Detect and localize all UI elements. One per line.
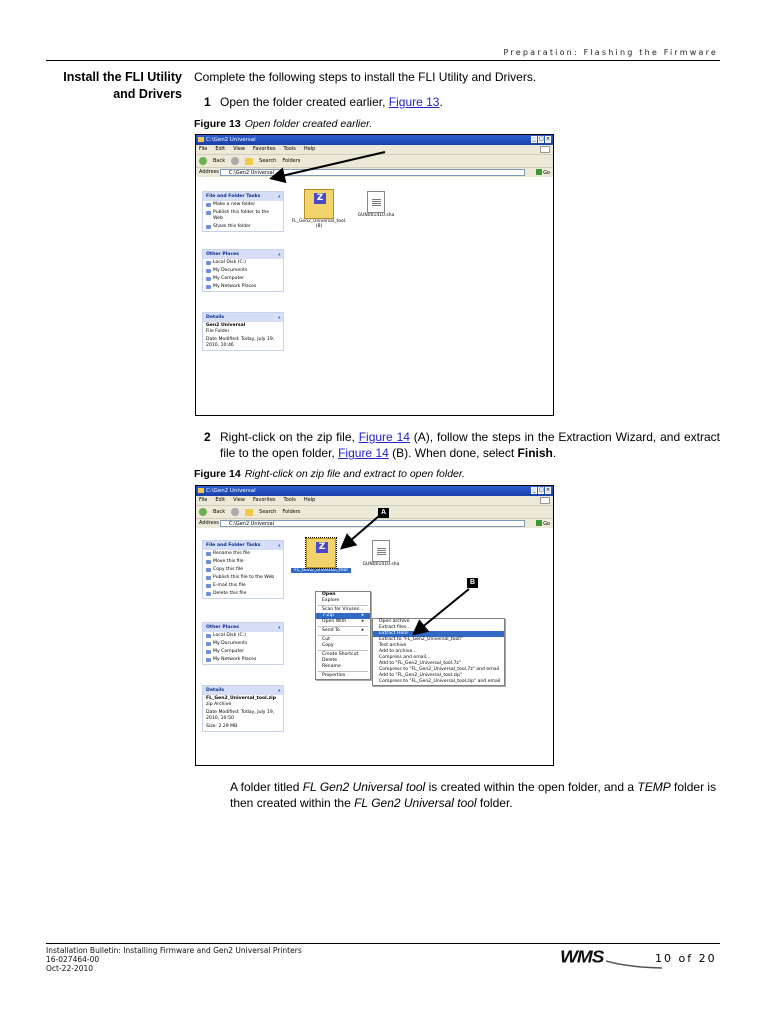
place-item[interactable]: My Network Places: [203, 656, 283, 664]
footer-doc-title: Installation Bulletin: Installing Firmware and Gen2 Universal Printers: [46, 946, 302, 955]
menu-file[interactable]: File: [199, 146, 208, 152]
figure-label: Figure 13: [194, 118, 241, 130]
pointer-arrow: [273, 152, 385, 178]
file-label: FL_Gen2_Universal_tool: [291, 568, 351, 573]
task-item[interactable]: E-mail this file: [203, 582, 283, 590]
search-button[interactable]: Search: [259, 509, 277, 515]
place-item[interactable]: My Documents: [203, 640, 283, 648]
figure-caption-text: Right-click on zip file and extract to open folder.: [244, 468, 465, 480]
running-header: Preparation: Flashing the Firmware: [503, 48, 718, 57]
ctx-7zip[interactable]: 7-Zip ▸: [316, 613, 370, 619]
file-label: GUN001410.sha: [357, 213, 395, 218]
place-item[interactable]: My Computer: [203, 275, 283, 283]
address-label: Address: [199, 520, 219, 526]
file-label: GUN001410.sha: [362, 562, 400, 567]
callout-b: B: [467, 578, 478, 588]
sub-compress-email[interactable]: Compress and email...: [379, 655, 431, 660]
maximize-icon[interactable]: □: [539, 487, 544, 493]
logo-swoosh-icon: [606, 955, 662, 969]
figure-label: Figure 14: [194, 468, 241, 480]
menu-view[interactable]: View: [233, 146, 245, 152]
callout-a: A: [378, 508, 389, 518]
menu-tools[interactable]: Tools: [283, 497, 296, 503]
details-title[interactable]: Details «: [203, 686, 283, 695]
close-icon[interactable]: ×: [546, 136, 551, 142]
footer-date: Oct-22-2010: [46, 964, 94, 973]
ctx-properties[interactable]: Properties: [322, 673, 346, 678]
figure-13-caption: [194, 118, 372, 130]
file-label: FL_Gen2_Universal_tool.(B): [291, 219, 347, 229]
menu-edit[interactable]: Edit: [215, 146, 226, 152]
task-item[interactable]: Make a new folder: [203, 201, 283, 209]
details-name: Gen2 Universal: [206, 323, 246, 328]
page-number: 10 of 20: [655, 952, 717, 965]
ctx-explore[interactable]: Explore: [322, 598, 340, 603]
ctx-rename[interactable]: Rename: [322, 664, 341, 669]
address-field[interactable]: C:\Gen2 Universal: [220, 169, 525, 176]
other-places-title[interactable]: Other Places «: [203, 623, 283, 632]
folders-button[interactable]: Folders: [282, 509, 301, 515]
pointer-arrow-a: [343, 516, 379, 547]
place-item[interactable]: Local Disk (C:): [203, 259, 283, 267]
menu-view[interactable]: View: [233, 497, 245, 503]
details-size: Size: 2.29 MB: [206, 724, 238, 729]
figure-14-caption: [194, 468, 465, 480]
menu-file[interactable]: File: [199, 497, 208, 503]
wms-logo: WMS: [560, 948, 604, 967]
step-number: 2: [204, 430, 211, 444]
ctx-open[interactable]: Open: [322, 592, 336, 597]
zip-file-icon: Z: [304, 189, 334, 219]
details-type: File Folder: [206, 329, 230, 334]
ctx-create-shortcut[interactable]: Create Shortcut: [322, 652, 359, 657]
figure-14-link[interactable]: Figure 14: [358, 430, 410, 444]
tasks-panel-title[interactable]: File and Folder Tasks «: [203, 192, 283, 201]
ctx-open-with[interactable]: Open With ▸: [316, 619, 370, 625]
minimize-icon[interactable]: _: [532, 487, 536, 493]
arrow-overlay-fig14: [195, 485, 554, 766]
step-text: Right-click on the zip file, Figure 14 (A), follow the steps in the Extraction Wizard, and extract file to the open folder, Figure 14 (B). When done, select Finish.: [220, 430, 721, 460]
close-icon[interactable]: ×: [546, 487, 551, 493]
menu-favorites[interactable]: Favorites: [252, 497, 276, 503]
footer-doc-number: 16-027464-00: [46, 955, 100, 964]
ctx-send-to[interactable]: Send To ▸: [316, 628, 370, 634]
task-item[interactable]: Rename this file: [203, 550, 283, 558]
back-button[interactable]: Back: [213, 509, 226, 515]
menu-favorites[interactable]: Favorites: [252, 146, 276, 152]
header-rule: [46, 60, 720, 61]
details-name: FL_Gen2_Universal_tool.zip: [206, 696, 277, 701]
sub-compress-zip-email[interactable]: Compress to "FL_Gen2_Universal_tool.zip" and email: [379, 679, 501, 684]
maximize-icon[interactable]: □: [539, 136, 544, 142]
ctx-scan[interactable]: Scan for Viruses...: [322, 607, 364, 612]
section-title-line2: and Drivers: [113, 87, 182, 101]
sub-extract-to[interactable]: Extract to "FL_Gen2_Universal_tool\": [379, 637, 464, 642]
step-number: 1: [204, 95, 211, 109]
ctx-delete[interactable]: Delete: [322, 658, 338, 663]
sub-extract-here[interactable]: Extract Here: [373, 631, 504, 637]
sub-extract-files[interactable]: Extract files...: [379, 625, 411, 630]
figure-14-link[interactable]: Figure 14: [338, 446, 389, 460]
step-text: Open the folder created earlier, Figure 13.: [220, 95, 443, 109]
minimize-icon[interactable]: _: [532, 136, 536, 142]
footer-info: [46, 946, 302, 973]
sub-add-7z[interactable]: Add to "FL_Gen2_Universal_tool.7z": [379, 661, 461, 666]
task-item[interactable]: Copy this file: [203, 566, 283, 574]
task-item[interactable]: Share this folder: [203, 223, 283, 231]
menu-help[interactable]: Help: [303, 497, 316, 503]
search-button[interactable]: Search: [259, 158, 277, 164]
zip-file-icon: Z: [306, 538, 336, 568]
task-item[interactable]: Delete this file: [203, 590, 283, 598]
details-type: zip Archive: [206, 702, 232, 707]
task-item[interactable]: Publish this file to the Web: [203, 574, 283, 582]
sub-test-archive[interactable]: Test archive: [379, 643, 407, 648]
details-date: Date Modified: Today, July 19, 2010, 10:50: [206, 710, 275, 721]
back-button[interactable]: Back: [213, 158, 226, 164]
result-note: A folder titled FL Gen2 Universal tool is created within the open folder, and a TEMP folder is then created within the FL Gen2 Universal tool folder.: [230, 780, 717, 810]
menu-tools[interactable]: Tools: [283, 146, 296, 152]
place-item[interactable]: My Network Places: [203, 283, 283, 291]
folders-button[interactable]: Folders: [282, 158, 301, 164]
figure-13-link[interactable]: Figure 13: [388, 95, 440, 109]
tasks-panel-title[interactable]: File and Folder Tasks «: [203, 541, 283, 550]
place-item[interactable]: Local Disk (C:): [203, 632, 283, 640]
place-item[interactable]: My Documents: [203, 267, 283, 275]
details-date: Date Modified: Today, July 19, 2010, 10:46: [206, 337, 275, 348]
details-title[interactable]: Details «: [203, 313, 283, 322]
footer-rule: [46, 943, 720, 944]
go-button[interactable]: Go: [536, 520, 550, 529]
sub-open-archive[interactable]: Open archive: [379, 619, 410, 624]
arrow-overlay-fig13: [195, 134, 554, 416]
sub-add-zip[interactable]: Add to "FL_Gen2_Universal_tool.zip": [379, 673, 463, 678]
section-title: [40, 69, 182, 103]
other-places-title[interactable]: Other Places «: [203, 250, 283, 259]
sub-compress-7z-email[interactable]: Compress to "FL_Gen2_Universal_tool.7z" and email: [379, 667, 500, 672]
section-intro: Complete the following steps to install the FLI Utility and Drivers.: [194, 70, 537, 84]
ctx-copy[interactable]: Copy: [322, 643, 334, 648]
pointer-arrow-b: [415, 589, 469, 633]
address-field[interactable]: C:\Gen2 Universal: [220, 520, 525, 527]
menu-help[interactable]: Help: [303, 146, 316, 152]
address-label: Address: [199, 169, 219, 175]
place-item[interactable]: My Computer: [203, 648, 283, 656]
task-item[interactable]: Publish this folder to the Web: [203, 209, 283, 223]
task-item[interactable]: Move this file: [203, 558, 283, 566]
window-title: C:\Gen2 Universal: [206, 488, 256, 494]
section-title-line1: Install the FLI Utility: [63, 70, 182, 84]
menu-edit[interactable]: Edit: [215, 497, 226, 503]
ctx-cut[interactable]: Cut: [322, 637, 330, 642]
sub-add-to-archive[interactable]: Add to archive...: [379, 649, 417, 654]
window-title: C:\Gen2 Universal: [206, 137, 256, 143]
figure-caption-text: Open folder created earlier.: [244, 118, 373, 130]
go-button[interactable]: Go: [536, 169, 550, 178]
